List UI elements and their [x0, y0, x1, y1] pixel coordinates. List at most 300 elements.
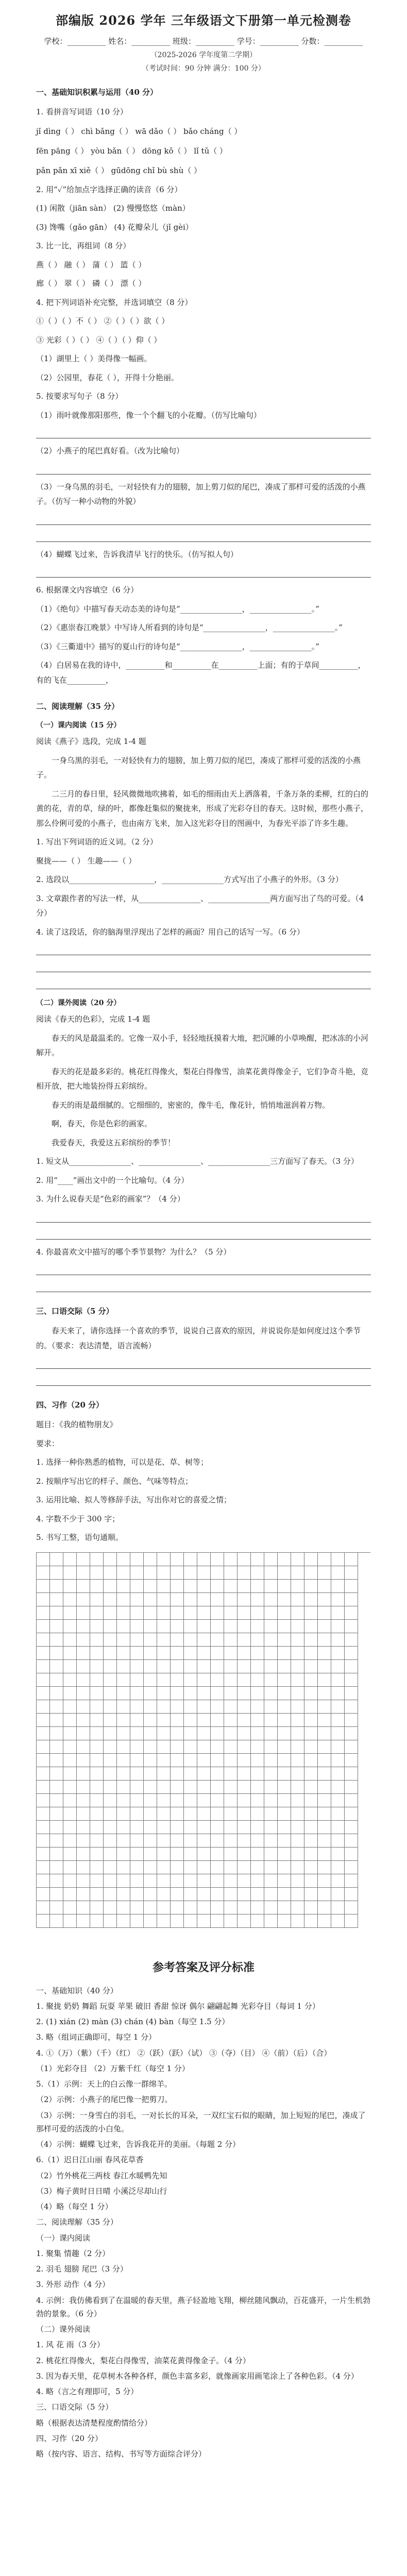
answer-line[interactable] — [36, 427, 371, 438]
writing-grid-cell[interactable] — [50, 1834, 63, 1848]
writing-grid-cell[interactable] — [117, 1740, 130, 1754]
writing-grid-cell[interactable] — [211, 1593, 224, 1606]
writing-grid-cell[interactable] — [104, 1660, 117, 1673]
writing-grid-cell[interactable] — [77, 1834, 90, 1848]
writing-grid-cell[interactable] — [130, 1807, 144, 1821]
writing-grid-cell[interactable] — [291, 1807, 304, 1821]
writing-grid-cell[interactable] — [318, 1767, 331, 1781]
writing-grid-cell[interactable] — [224, 1888, 238, 1901]
writing-grid-cell[interactable] — [238, 1553, 251, 1566]
writing-grid-cell[interactable] — [238, 1861, 251, 1874]
writing-grid-cell[interactable] — [345, 1914, 358, 1928]
writing-grid-cell[interactable] — [238, 1727, 251, 1740]
writing-grid-cell[interactable] — [130, 1740, 144, 1754]
writing-grid-cell[interactable] — [144, 1553, 157, 1566]
answer-line[interactable] — [36, 463, 371, 474]
writing-grid-cell[interactable] — [238, 1633, 251, 1647]
writing-grid-cell[interactable] — [318, 1580, 331, 1593]
writing-grid-cell[interactable] — [77, 1901, 90, 1914]
writing-grid-cell[interactable] — [90, 1553, 104, 1566]
writing-grid-cell[interactable] — [50, 1767, 63, 1781]
writing-grid-cell[interactable] — [197, 1834, 211, 1848]
writing-grid-cell[interactable] — [224, 1781, 238, 1794]
writing-grid-cell[interactable] — [278, 1821, 291, 1834]
writing-grid-cell[interactable] — [130, 1781, 144, 1794]
writing-grid-cell[interactable] — [345, 1620, 358, 1633]
writing-grid-cell[interactable] — [251, 1620, 264, 1633]
writing-grid-cell[interactable] — [104, 1673, 117, 1687]
writing-grid-cell[interactable] — [144, 1848, 157, 1861]
writing-grid-cell[interactable] — [331, 1767, 345, 1781]
writing-grid-cell[interactable] — [291, 1767, 304, 1781]
writing-grid-cell[interactable] — [37, 1606, 50, 1620]
writing-grid-cell[interactable] — [238, 1848, 251, 1861]
writing-grid-cell[interactable] — [184, 1794, 197, 1807]
writing-grid-cell[interactable] — [144, 1754, 157, 1767]
writing-grid-cell[interactable] — [278, 1754, 291, 1767]
writing-grid-cell[interactable] — [77, 1553, 90, 1566]
writing-grid-cell[interactable] — [318, 1807, 331, 1821]
writing-grid-cell[interactable] — [130, 1687, 144, 1700]
writing-grid-cell[interactable] — [345, 1740, 358, 1754]
writing-grid-cell[interactable] — [104, 1754, 117, 1767]
writing-grid-cell[interactable] — [304, 1553, 318, 1566]
writing-grid-cell[interactable] — [345, 1633, 358, 1647]
writing-grid-cell[interactable] — [318, 1633, 331, 1647]
writing-grid-cell[interactable] — [171, 1633, 184, 1647]
writing-grid-cell[interactable] — [238, 1754, 251, 1767]
writing-grid-cell[interactable] — [157, 1620, 171, 1633]
writing-grid-cell[interactable] — [171, 1888, 184, 1901]
writing-grid-cell[interactable] — [331, 1740, 345, 1754]
writing-grid-cell[interactable] — [211, 1767, 224, 1781]
writing-grid-cell[interactable] — [104, 1647, 117, 1660]
writing-grid-cell[interactable] — [90, 1754, 104, 1767]
writing-grid-cell[interactable] — [130, 1566, 144, 1580]
writing-grid-cell[interactable] — [331, 1620, 345, 1633]
writing-grid-cell[interactable] — [211, 1901, 224, 1914]
writing-grid-cell[interactable] — [184, 1593, 197, 1606]
writing-grid-cell[interactable] — [50, 1914, 63, 1928]
writing-grid-cell[interactable] — [50, 1566, 63, 1580]
writing-grid-cell[interactable] — [345, 1553, 358, 1566]
writing-grid-cell[interactable] — [50, 1673, 63, 1687]
writing-grid-cell[interactable] — [63, 1727, 77, 1740]
writing-grid-cell[interactable] — [264, 1901, 278, 1914]
writing-grid-cell[interactable] — [90, 1740, 104, 1754]
writing-grid-cell[interactable] — [50, 1580, 63, 1593]
writing-grid-cell[interactable] — [264, 1914, 278, 1928]
writing-grid-cell[interactable] — [104, 1633, 117, 1647]
writing-grid-cell[interactable] — [130, 1821, 144, 1834]
writing-grid-cell[interactable] — [37, 1848, 50, 1861]
writing-grid-cell[interactable] — [184, 1861, 197, 1874]
writing-grid-cell[interactable] — [224, 1861, 238, 1874]
writing-grid-cell[interactable] — [264, 1874, 278, 1888]
writing-grid-cell[interactable] — [77, 1673, 90, 1687]
writing-grid-cell[interactable] — [63, 1807, 77, 1821]
writing-grid-cell[interactable] — [278, 1874, 291, 1888]
writing-grid-cell[interactable] — [157, 1740, 171, 1754]
writing-grid-cell[interactable] — [224, 1660, 238, 1673]
writing-grid-cell[interactable] — [224, 1754, 238, 1767]
answer-line[interactable] — [36, 1357, 371, 1369]
writing-grid-cell[interactable] — [50, 1700, 63, 1714]
writing-grid-cell[interactable] — [264, 1647, 278, 1660]
writing-grid-cell[interactable] — [264, 1580, 278, 1593]
writing-grid-cell[interactable] — [63, 1647, 77, 1660]
writing-grid-cell[interactable] — [331, 1914, 345, 1928]
writing-grid-cell[interactable] — [264, 1767, 278, 1781]
writing-grid-cell[interactable] — [291, 1606, 304, 1620]
writing-grid-cell[interactable] — [278, 1834, 291, 1848]
writing-grid-cell[interactable] — [144, 1874, 157, 1888]
writing-grid-cell[interactable] — [251, 1914, 264, 1928]
writing-grid-cell[interactable] — [264, 1888, 278, 1901]
writing-grid-cell[interactable] — [63, 1580, 77, 1593]
writing-grid-cell[interactable] — [304, 1700, 318, 1714]
writing-grid-cell[interactable] — [197, 1633, 211, 1647]
writing-grid-cell[interactable] — [278, 1606, 291, 1620]
writing-grid-cell[interactable] — [331, 1807, 345, 1821]
writing-grid-cell[interactable] — [304, 1767, 318, 1781]
writing-grid-cell[interactable] — [37, 1687, 50, 1700]
writing-grid-cell[interactable] — [63, 1834, 77, 1848]
writing-grid-cell[interactable] — [157, 1553, 171, 1566]
writing-grid-cell[interactable] — [251, 1888, 264, 1901]
writing-grid-cell[interactable] — [184, 1807, 197, 1821]
writing-grid-cell[interactable] — [77, 1848, 90, 1861]
writing-grid-cell[interactable] — [211, 1781, 224, 1794]
answer-line[interactable] — [36, 566, 371, 578]
writing-grid-cell[interactable] — [197, 1727, 211, 1740]
writing-grid-cell[interactable] — [197, 1647, 211, 1660]
writing-grid-cell[interactable] — [184, 1580, 197, 1593]
writing-grid-cell[interactable] — [104, 1901, 117, 1914]
writing-grid-cell[interactable] — [90, 1700, 104, 1714]
writing-grid-cell[interactable] — [304, 1834, 318, 1848]
writing-grid-cell[interactable] — [117, 1673, 130, 1687]
writing-grid-cell[interactable] — [251, 1861, 264, 1874]
writing-grid-cell[interactable] — [318, 1660, 331, 1673]
writing-grid-cell[interactable] — [37, 1620, 50, 1633]
writing-grid-cell[interactable] — [197, 1593, 211, 1606]
writing-grid-cell[interactable] — [211, 1633, 224, 1647]
writing-grid-cell[interactable] — [264, 1848, 278, 1861]
writing-grid-cell[interactable] — [291, 1593, 304, 1606]
writing-grid-cell[interactable] — [318, 1888, 331, 1901]
writing-grid-cell[interactable] — [331, 1606, 345, 1620]
writing-grid-cell[interactable] — [157, 1794, 171, 1807]
writing-grid-cell[interactable] — [171, 1714, 184, 1727]
writing-grid-cell[interactable] — [345, 1580, 358, 1593]
writing-grid-cell[interactable] — [90, 1660, 104, 1673]
writing-grid-cell[interactable] — [184, 1767, 197, 1781]
writing-grid-cell[interactable] — [224, 1700, 238, 1714]
writing-grid-cell[interactable] — [291, 1673, 304, 1687]
writing-grid-cell[interactable] — [144, 1700, 157, 1714]
writing-grid-cell[interactable] — [77, 1914, 90, 1928]
writing-grid-cell[interactable] — [251, 1754, 264, 1767]
writing-grid-cell[interactable] — [238, 1647, 251, 1660]
writing-grid-cell[interactable] — [50, 1781, 63, 1794]
writing-grid-cell[interactable] — [331, 1781, 345, 1794]
writing-grid-cell[interactable] — [304, 1914, 318, 1928]
writing-grid-cell[interactable] — [251, 1727, 264, 1740]
writing-grid-cell[interactable] — [117, 1714, 130, 1727]
answer-line[interactable] — [36, 530, 371, 542]
writing-grid-cell[interactable] — [130, 1861, 144, 1874]
writing-grid-cell[interactable] — [264, 1687, 278, 1700]
writing-grid-cell[interactable] — [157, 1580, 171, 1593]
writing-grid-cell[interactable] — [264, 1606, 278, 1620]
writing-grid-cell[interactable] — [197, 1687, 211, 1700]
writing-grid-cell[interactable] — [291, 1580, 304, 1593]
writing-grid-cell[interactable] — [144, 1660, 157, 1673]
writing-grid-cell[interactable] — [144, 1781, 157, 1794]
writing-grid-cell[interactable] — [130, 1848, 144, 1861]
writing-grid-cell[interactable] — [291, 1660, 304, 1673]
answer-line[interactable] — [36, 960, 371, 972]
writing-grid-cell[interactable] — [197, 1901, 211, 1914]
writing-grid-cell[interactable] — [331, 1834, 345, 1848]
writing-grid-cell[interactable] — [157, 1874, 171, 1888]
writing-grid-cell[interactable] — [90, 1888, 104, 1901]
writing-grid-cell[interactable] — [251, 1834, 264, 1848]
writing-grid-cell[interactable] — [117, 1781, 130, 1794]
writing-grid-cell[interactable] — [157, 1606, 171, 1620]
writing-grid-cell[interactable] — [318, 1687, 331, 1700]
writing-grid-cell[interactable] — [77, 1861, 90, 1874]
writing-grid-cell[interactable] — [304, 1673, 318, 1687]
writing-grid-cell[interactable] — [37, 1861, 50, 1874]
writing-grid-cell[interactable] — [90, 1914, 104, 1928]
writing-grid-cell[interactable] — [211, 1888, 224, 1901]
writing-grid-cell[interactable] — [130, 1580, 144, 1593]
writing-grid-cell[interactable] — [37, 1580, 50, 1593]
writing-grid-cell[interactable] — [318, 1781, 331, 1794]
writing-grid-cell[interactable] — [77, 1566, 90, 1580]
writing-grid-cell[interactable] — [171, 1754, 184, 1767]
writing-grid-cell[interactable] — [90, 1673, 104, 1687]
writing-grid-cell[interactable] — [345, 1861, 358, 1874]
writing-grid-cell[interactable] — [291, 1874, 304, 1888]
writing-grid-cell[interactable] — [63, 1714, 77, 1727]
writing-grid-cell[interactable] — [144, 1620, 157, 1633]
writing-grid-cell[interactable] — [331, 1580, 345, 1593]
writing-grid-cell[interactable] — [117, 1553, 130, 1566]
writing-grid[interactable] — [36, 1552, 370, 1928]
writing-grid-cell[interactable] — [171, 1861, 184, 1874]
writing-grid-cell[interactable] — [331, 1714, 345, 1727]
writing-grid-cell[interactable] — [318, 1700, 331, 1714]
writing-grid-cell[interactable] — [251, 1901, 264, 1914]
writing-grid-cell[interactable] — [251, 1660, 264, 1673]
writing-grid-cell[interactable] — [104, 1767, 117, 1781]
writing-grid-cell[interactable] — [224, 1580, 238, 1593]
writing-grid-cell[interactable] — [211, 1848, 224, 1861]
writing-grid-cell[interactable] — [63, 1620, 77, 1633]
answer-line[interactable] — [36, 977, 371, 989]
writing-grid-cell[interactable] — [117, 1580, 130, 1593]
writing-grid-cell[interactable] — [345, 1727, 358, 1740]
writing-grid-cell[interactable] — [238, 1566, 251, 1580]
writing-grid-cell[interactable] — [77, 1794, 90, 1807]
writing-grid-cell[interactable] — [251, 1633, 264, 1647]
writing-grid-cell[interactable] — [224, 1740, 238, 1754]
writing-grid-cell[interactable] — [144, 1767, 157, 1781]
writing-grid-cell[interactable] — [104, 1580, 117, 1593]
writing-grid-cell[interactable] — [251, 1781, 264, 1794]
writing-grid-cell[interactable] — [50, 1874, 63, 1888]
writing-grid-cell[interactable] — [50, 1687, 63, 1700]
answer-line[interactable] — [36, 513, 371, 525]
writing-grid-cell[interactable] — [90, 1821, 104, 1834]
writing-grid-cell[interactable] — [224, 1606, 238, 1620]
writing-grid-cell[interactable] — [278, 1901, 291, 1914]
writing-grid-cell[interactable] — [90, 1861, 104, 1874]
writing-grid-cell[interactable] — [304, 1740, 318, 1754]
writing-grid-cell[interactable] — [224, 1848, 238, 1861]
writing-grid-cell[interactable] — [304, 1566, 318, 1580]
writing-grid-cell[interactable] — [278, 1861, 291, 1874]
writing-grid-cell[interactable] — [184, 1901, 197, 1914]
writing-grid-cell[interactable] — [37, 1807, 50, 1821]
writing-grid-cell[interactable] — [184, 1660, 197, 1673]
writing-grid-cell[interactable] — [345, 1794, 358, 1807]
writing-grid-cell[interactable] — [50, 1740, 63, 1754]
writing-grid-cell[interactable] — [211, 1660, 224, 1673]
writing-grid-cell[interactable] — [157, 1914, 171, 1928]
writing-grid-cell[interactable] — [211, 1807, 224, 1821]
writing-grid-cell[interactable] — [264, 1673, 278, 1687]
writing-grid-cell[interactable] — [224, 1807, 238, 1821]
writing-grid-cell[interactable] — [238, 1794, 251, 1807]
writing-grid-cell[interactable] — [157, 1700, 171, 1714]
writing-grid-cell[interactable] — [144, 1901, 157, 1914]
writing-grid-cell[interactable] — [278, 1727, 291, 1740]
writing-grid-cell[interactable] — [264, 1807, 278, 1821]
writing-grid-cell[interactable] — [104, 1700, 117, 1714]
writing-grid-cell[interactable] — [238, 1914, 251, 1928]
writing-grid-cell[interactable] — [251, 1593, 264, 1606]
writing-grid-cell[interactable] — [278, 1700, 291, 1714]
writing-grid-cell[interactable] — [117, 1874, 130, 1888]
writing-grid-cell[interactable] — [197, 1807, 211, 1821]
writing-grid-cell[interactable] — [331, 1553, 345, 1566]
writing-grid-cell[interactable] — [251, 1807, 264, 1821]
writing-grid-cell[interactable] — [304, 1580, 318, 1593]
writing-grid-cell[interactable] — [304, 1821, 318, 1834]
writing-grid-cell[interactable] — [318, 1740, 331, 1754]
writing-grid-cell[interactable] — [224, 1566, 238, 1580]
writing-grid-cell[interactable] — [278, 1620, 291, 1633]
writing-grid-cell[interactable] — [318, 1673, 331, 1687]
writing-grid-cell[interactable] — [171, 1848, 184, 1861]
writing-grid-cell[interactable] — [171, 1647, 184, 1660]
writing-grid-cell[interactable] — [144, 1821, 157, 1834]
writing-grid-cell[interactable] — [117, 1901, 130, 1914]
writing-grid-cell[interactable] — [104, 1714, 117, 1727]
writing-grid-cell[interactable] — [251, 1553, 264, 1566]
writing-grid-cell[interactable] — [224, 1673, 238, 1687]
writing-grid-cell[interactable] — [37, 1874, 50, 1888]
writing-grid-cell[interactable] — [77, 1740, 90, 1754]
writing-grid-cell[interactable] — [63, 1673, 77, 1687]
writing-grid-cell[interactable] — [50, 1821, 63, 1834]
writing-grid-cell[interactable] — [90, 1633, 104, 1647]
writing-grid-cell[interactable] — [37, 1834, 50, 1848]
writing-grid-cell[interactable] — [104, 1593, 117, 1606]
writing-grid-cell[interactable] — [291, 1647, 304, 1660]
writing-grid-cell[interactable] — [197, 1606, 211, 1620]
writing-grid-cell[interactable] — [197, 1580, 211, 1593]
writing-grid-cell[interactable] — [50, 1633, 63, 1647]
answer-line[interactable] — [36, 943, 371, 955]
writing-grid-cell[interactable] — [130, 1673, 144, 1687]
writing-grid-cell[interactable] — [211, 1861, 224, 1874]
writing-grid-cell[interactable] — [197, 1700, 211, 1714]
writing-grid-cell[interactable] — [345, 1834, 358, 1848]
writing-grid-cell[interactable] — [278, 1740, 291, 1754]
writing-grid-cell[interactable] — [144, 1714, 157, 1727]
writing-grid-cell[interactable] — [104, 1566, 117, 1580]
writing-grid-cell[interactable] — [264, 1754, 278, 1767]
writing-grid-cell[interactable] — [184, 1848, 197, 1861]
writing-grid-cell[interactable] — [157, 1754, 171, 1767]
writing-grid-cell[interactable] — [90, 1794, 104, 1807]
writing-grid-cell[interactable] — [37, 1553, 50, 1566]
writing-grid-cell[interactable] — [171, 1727, 184, 1740]
writing-grid-cell[interactable] — [224, 1633, 238, 1647]
writing-grid-cell[interactable] — [63, 1874, 77, 1888]
writing-grid-cell[interactable] — [37, 1566, 50, 1580]
writing-grid-cell[interactable] — [77, 1781, 90, 1794]
writing-grid-cell[interactable] — [144, 1888, 157, 1901]
writing-grid-cell[interactable] — [117, 1647, 130, 1660]
writing-grid-cell[interactable] — [130, 1553, 144, 1566]
writing-grid-cell[interactable] — [50, 1727, 63, 1740]
writing-grid-cell[interactable] — [238, 1660, 251, 1673]
writing-grid-cell[interactable] — [318, 1606, 331, 1620]
writing-grid-cell[interactable] — [264, 1660, 278, 1673]
writing-grid-cell[interactable] — [264, 1566, 278, 1580]
writing-grid-cell[interactable] — [63, 1767, 77, 1781]
writing-grid-cell[interactable] — [304, 1647, 318, 1660]
writing-grid-cell[interactable] — [77, 1754, 90, 1767]
writing-grid-cell[interactable] — [291, 1633, 304, 1647]
writing-grid-cell[interactable] — [197, 1848, 211, 1861]
writing-grid-cell[interactable] — [345, 1874, 358, 1888]
writing-grid-cell[interactable] — [90, 1781, 104, 1794]
writing-grid-cell[interactable] — [291, 1714, 304, 1727]
writing-grid-cell[interactable] — [37, 1647, 50, 1660]
writing-grid-cell[interactable] — [184, 1834, 197, 1848]
writing-grid-cell[interactable] — [318, 1553, 331, 1566]
writing-grid-cell[interactable] — [37, 1633, 50, 1647]
writing-grid-cell[interactable] — [197, 1553, 211, 1566]
writing-grid-cell[interactable] — [331, 1821, 345, 1834]
writing-grid-cell[interactable] — [37, 1821, 50, 1834]
writing-grid-cell[interactable] — [184, 1553, 197, 1566]
writing-grid-cell[interactable] — [157, 1781, 171, 1794]
writing-grid-cell[interactable] — [104, 1834, 117, 1848]
writing-grid-cell[interactable] — [291, 1727, 304, 1740]
writing-grid-cell[interactable] — [77, 1821, 90, 1834]
writing-grid-cell[interactable] — [318, 1861, 331, 1874]
writing-grid-cell[interactable] — [251, 1700, 264, 1714]
writing-grid-cell[interactable] — [37, 1700, 50, 1714]
